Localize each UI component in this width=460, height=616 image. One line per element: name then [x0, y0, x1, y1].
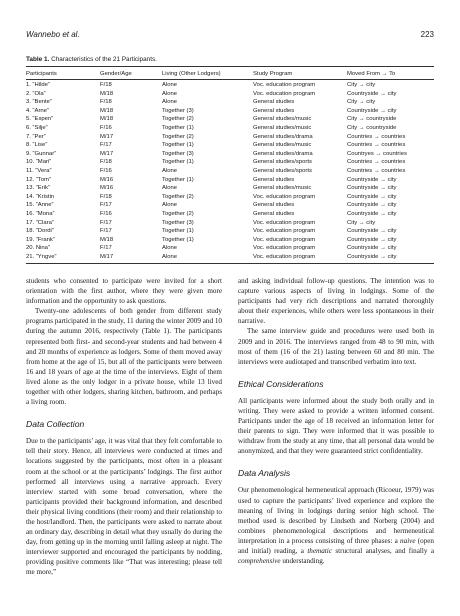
cell-study-program: General studies/music: [253, 116, 312, 123]
cell-moved-from-to: Countryside → city: [347, 176, 397, 183]
cell-moved-from-to: Countryside → city: [347, 202, 397, 209]
cell-gender-age: M/17: [100, 133, 114, 140]
table-row: [26, 253, 434, 262]
table-row: [26, 236, 434, 245]
cell-study-program: General studies/music: [253, 142, 312, 149]
table-row: [26, 150, 434, 159]
table-caption: [26, 56, 157, 63]
section-heading-data-analysis: Data Analysis: [238, 468, 291, 479]
cell-living: Together (2): [162, 133, 194, 140]
cell-living: Together (2): [162, 193, 194, 200]
paragraph: [238, 485, 434, 566]
cell-moved-from-to: City → countryside: [347, 116, 397, 123]
cell-gender-age: M/18: [100, 90, 114, 97]
cell-participant: 16. “Mona”: [26, 210, 55, 217]
cell-moved-from-to: City → city: [347, 82, 376, 88]
cell-gender-age: M/18: [100, 107, 114, 114]
cell-study-program: General studies/drama: [253, 150, 313, 157]
cell-moved-from-to: Countryside → city: [347, 236, 397, 243]
cell-participant: 4. “Arne”: [26, 107, 49, 114]
cell-study-program: Voc. education program: [253, 219, 316, 226]
cell-participant: 6. “Silje”: [26, 124, 48, 131]
text-run: (open and initial) reading, a: [238, 536, 435, 555]
table-row: [26, 107, 434, 116]
cell-participant: 15. “Anne”: [26, 202, 54, 209]
column-header-living: Living (Other Lodgers): [162, 70, 221, 77]
cell-moved-from-to: Countryside → city: [347, 228, 397, 235]
cell-participant: 9. “Gunnar”: [26, 150, 57, 157]
cell-study-program: Voc. education program: [253, 245, 316, 252]
cell-gender-age: F/18: [100, 193, 112, 200]
cell-gender-age: M/18: [100, 116, 114, 123]
cell-study-program: General studies: [253, 107, 295, 114]
cell-participant: 17. “Clara”: [26, 219, 54, 226]
table-row: [26, 81, 434, 90]
table-bottom-rule: [26, 263, 434, 264]
cell-gender-age: M/17: [100, 253, 114, 260]
cell-gender-age: F/17: [100, 245, 112, 252]
cell-participant: 8. “Lise”: [26, 142, 48, 149]
cell-study-program: Voc. education program: [253, 236, 316, 243]
table-row: [26, 167, 434, 176]
cell-living: Alone: [162, 90, 178, 97]
cell-moved-from-to: Countries → countries: [347, 133, 406, 140]
cell-living: Together (2): [162, 210, 194, 217]
cell-moved-from-to: Countries → countries: [347, 167, 406, 174]
cell-study-program: Voc. education program: [253, 82, 316, 88]
cell-living: Together (1): [162, 228, 194, 235]
cell-participant: 11. “Vera”: [26, 167, 52, 174]
cell-participant: 20. Nina”: [26, 245, 50, 252]
cell-participant: 14. “Kristin: [26, 193, 55, 200]
cell-living: Together (3): [162, 107, 194, 114]
cell-living: Together (1): [162, 176, 194, 183]
paragraph: Due to the participants’ age, it was vital that they felt comfortable to tell their story. Hence, all interviews were conducted at times and locations suggested by the participants, most often in a pleasant room at the school or at the participants’ lodgings. The first author performed all interviews using a narrative approach. Every interview started with some broad conversation, where the participants provided their background information, and described their physical living conditions (their room) and their relationship to the host/landlord. Then, the participants were asked to narrate about an ordinary day, describing in detail what they usually do during the day, from getting up in the morning until falling asleep at night. The interviewer supported and encouraged the participants by nodding, providing positive comments like “That was interesting; please tell me more,”: [26, 437, 222, 577]
cell-living: Alone: [162, 202, 178, 209]
cell-moved-from-to: Countries → countries: [347, 142, 406, 149]
cell-study-program: General studies/music: [253, 185, 312, 192]
cell-gender-age: F/16: [100, 167, 112, 174]
table-row: [26, 98, 434, 107]
table-row: [26, 219, 434, 228]
table-caption-label: Table 1.: [26, 56, 50, 63]
table-caption-text: Characteristics of the 21 Participants.: [49, 56, 157, 63]
cell-living: Together (3): [162, 150, 194, 157]
cell-participant: 18. “Dordi”: [26, 228, 54, 235]
cell-study-program: Voc. education program: [253, 193, 316, 200]
cell-study-program: General studies/sports: [253, 159, 312, 166]
table-header-rule: [26, 79, 434, 80]
cell-living: Alone: [162, 167, 178, 174]
cell-moved-from-to: Countryside → city: [347, 253, 397, 260]
text-run: understanding.: [280, 557, 325, 566]
table-row: [26, 244, 434, 253]
cell-gender-age: M/16: [100, 185, 114, 192]
table-row: [26, 201, 434, 210]
cell-study-program: General studies: [253, 176, 295, 183]
cell-gender-age: M/17: [100, 150, 114, 157]
table-row: [26, 90, 434, 99]
table-row: [26, 210, 434, 219]
cell-living: Alone: [162, 245, 178, 252]
cell-study-program: General studies: [253, 202, 295, 209]
table-top-rule: [26, 66, 434, 67]
cell-living: Together (1): [162, 159, 194, 166]
participants-table-body: [26, 81, 434, 261]
cell-moved-from-to: Countries → countries: [347, 159, 406, 166]
cell-study-program: General studies: [253, 210, 295, 217]
cell-moved-from-to: Countryside → city: [347, 193, 397, 200]
cell-participant: 19. “Frank”: [26, 236, 55, 243]
left-text-column: [26, 276, 222, 578]
cell-moved-from-to: Countryside → city: [347, 210, 397, 217]
cell-participant: 5. “Espen”: [26, 116, 54, 123]
cell-moved-from-to: Countryside → city: [347, 107, 397, 114]
table-row: [26, 184, 434, 193]
cell-living: Alone: [162, 82, 178, 88]
table-row: [26, 141, 434, 150]
cell-moved-from-to: Countryes → countries: [347, 150, 407, 157]
cell-gender-age: F/18: [100, 99, 112, 106]
page-number: 223: [420, 30, 434, 39]
cell-gender-age: F/16: [100, 124, 112, 131]
paragraph: Twenty-one adolescents of both gender from different study programs participated in the study, 11 during the winter 2009 and 10 during the autumn 2016, respectively (Table 1). The participants represented both first- and second-year students and had between 4 and 20 months of experience as lodgers. Some of them moved away from home at the age of 15, but all of the participants were between 16 and 18 years of age at the time of the interviews. Eight of them lived alone as the only lodger in a private house, while 13 lived together with other lodgers, sharing kitchen, bathroom, and perhaps a living room.: [26, 307, 222, 407]
emphasis-comprehensive: comprehensive: [238, 557, 281, 566]
emphasis-naive: naive: [400, 536, 416, 545]
column-header-gender-age: Gender/Age: [100, 70, 132, 77]
cell-living: Together (1): [162, 142, 194, 149]
cell-living: Together (1): [162, 124, 194, 131]
table-row: [26, 227, 434, 236]
running-header: [26, 30, 434, 42]
text-run: structural analyses, and finally a: [331, 546, 434, 555]
table-row: [26, 133, 434, 142]
cell-participant: 2. “Ola”: [26, 90, 46, 97]
cell-study-program: General studies/music: [253, 124, 312, 131]
cell-gender-age: F/17: [100, 228, 112, 235]
cell-study-program: Voc. education program: [253, 228, 316, 235]
cell-gender-age: F/18: [100, 159, 112, 166]
paragraph: and asking individual follow-up questions. The intention was to capture various aspects of living in lodgings. Some of the participants had very rich descriptions and narrated thoroughly about their experiences, while others were less spontaneous in their narrative.: [238, 277, 434, 326]
cell-participant: 10. “Mari”: [26, 159, 52, 166]
table-row: [26, 193, 434, 202]
cell-living: Together (1): [162, 236, 194, 243]
section-heading-ethical-considerations: Ethical Considerations: [238, 378, 324, 389]
cell-study-program: General studies/sports: [253, 167, 312, 174]
cell-moved-from-to: Countryside → city: [347, 90, 397, 97]
table-row: [26, 176, 434, 185]
right-text-column: [238, 276, 434, 566]
cell-gender-age: F/17: [100, 202, 112, 209]
cell-living: Alone: [162, 99, 178, 106]
cell-gender-age: F/16: [100, 210, 112, 217]
cell-study-program: General studies: [253, 99, 295, 106]
cell-participant: 13. “Erik”: [26, 185, 50, 192]
cell-gender-age: F/17: [100, 142, 112, 149]
cell-participant: 7. “Per”: [26, 133, 46, 140]
cell-study-program: General studies/drama: [253, 133, 313, 140]
cell-gender-age: F/18: [100, 82, 112, 88]
cell-living: Alone: [162, 253, 178, 260]
emphasis-thematic: thematic: [307, 546, 332, 555]
cell-gender-age: F/17: [100, 219, 112, 226]
cell-moved-from-to: City → city: [347, 99, 376, 106]
running-header-authors: Wannebo et al.: [26, 30, 80, 39]
cell-gender-age: M/18: [100, 236, 114, 243]
cell-living: Alone: [162, 185, 178, 192]
cell-gender-age: M/16: [100, 176, 114, 183]
text-run: Our phenomenological hermeneutical approach (Ricoeur, 1979) was used to capture the participants’ lived experience and explore the meaning of living in lodgings during senior high school. The method used is described by Lindseth and Norberg (2004) and combines phenomenological descriptions and hermeneutical interpretation in a process consisting of three phases: a: [238, 486, 434, 545]
column-header-moved-from-to: Moved From → To: [347, 70, 396, 77]
cell-moved-from-to: Countryside → city: [347, 245, 397, 252]
cell-living: Together (3): [162, 219, 194, 226]
cell-participant: 3. “Bente”: [26, 99, 52, 106]
table-header-row: [26, 70, 434, 78]
cell-study-program: Voc. education program: [253, 90, 316, 97]
paragraph: All participants were informed about the study both orally and in writing. They were asked to provide a written informed consent. Participants under the age of 18 received an information letter for their parents to sign. They were informed that it was possible to withdraw from the study at any time, that all personal data would be anonymized, and that they were guaranteed strict confidentiality.: [238, 396, 434, 456]
paragraph: students who consented to participate were invited for a short orientation with the first author, where they were given more information and the opportunity to ask questions.: [26, 277, 222, 306]
section-heading-data-collection: Data Collection: [26, 419, 85, 430]
table-row: [26, 158, 434, 167]
table-row: [26, 124, 434, 133]
cell-participant: 12. “Tom”: [26, 176, 51, 183]
cell-participant: 21. “Yngve”: [26, 253, 57, 260]
paragraph: The same interview guide and procedures were used both in 2009 and in 2016. The interviews ranged from 48 to 90 min, with most of them (16 of the 21) lasting between 60 and 80 min. The interviews were audiotaped and transcribed verbatim into text.: [238, 327, 434, 366]
column-header-study-program: Study Program: [253, 70, 293, 77]
cell-study-program: Voc. education program: [253, 253, 316, 260]
cell-living: Together (2): [162, 116, 194, 123]
cell-participant: 1. “Hilde”: [26, 82, 50, 88]
cell-moved-from-to: City → countryside: [347, 124, 397, 131]
cell-moved-from-to: Countryside → city: [347, 185, 397, 192]
cell-moved-from-to: City → city: [347, 219, 376, 226]
column-header-participant: Participants: [26, 70, 57, 77]
table-row: [26, 115, 434, 124]
